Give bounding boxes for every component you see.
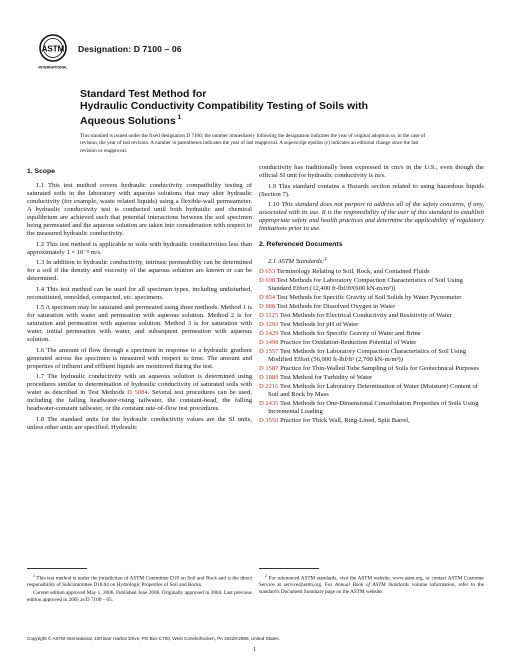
reference-item (259, 330, 484, 338)
reference-item (259, 312, 484, 320)
footnote-rule-right (259, 568, 319, 569)
refs-intro-mark: 2 (324, 256, 327, 261)
title-line-3 (80, 112, 440, 127)
footnote-2-b: volume information, refer to the standard's Document Summary page on the ASTM website. (259, 582, 484, 595)
reference-title: Terminology Relating to Soil, Rock, and Contained Fluids (275, 268, 430, 276)
title-line-2: Hydraulic Conductivity Compatibility Testing of Soils with (80, 100, 368, 112)
footnote-1b: Current edition approved May 1, 2006. Published June 2006. Originally approved in 2004. Last previous edition approved in 2005 as D 7100 – 05. (27, 590, 252, 604)
para-1-10-num: 1.10 (268, 201, 282, 208)
refs-heading: 2. Referenced Documents (259, 241, 343, 248)
reference-code-link[interactable]: D 2435 (259, 400, 279, 408)
reference-title: Test Methods for Laboratory Determination of Water (Moisture) Content of Soil and Rock by Mass (268, 383, 478, 399)
para-1-10 (259, 201, 484, 233)
reference-title: Test Method for Turbidity of Water (278, 374, 373, 382)
title-line-1: Standard Test Method for (80, 88, 207, 100)
para-1-8: 1.8 The standard units for the hydraulic conductivity values are the SI units, unless other units are specified. Hydraulic (27, 415, 252, 431)
footnote-2-italic: Annual Book of ASTM Standards (334, 582, 410, 589)
reference-item (259, 365, 484, 373)
reference-code-link[interactable]: D 698 (259, 277, 276, 285)
footnotes-left (27, 573, 252, 605)
svg-text:INTERNATIONAL: INTERNATIONAL (38, 65, 68, 70)
page-number: 1 (253, 646, 257, 653)
reference-title: Test Methods for Dissolved Oxygen in Water (275, 303, 396, 311)
reference-item (259, 383, 484, 399)
reference-title: Test Methods for Laboratory Compaction Characteristics of Soil Using Modified Effort (56,000 ft-lbf/ft³ (2,700 kN-m/m³)) (268, 348, 467, 364)
ref-link-d5084[interactable]: D 5084 (127, 389, 148, 396)
left-column (27, 168, 252, 434)
reference-title: Test Methods for Specific Gravity of Soil Solids by Water Pycnometer (275, 294, 462, 302)
footnote-rule-left (27, 568, 87, 569)
para-1-5: 1.5 A specimen may be saturated and permeated using three methods. Method 1 is for saturation with water and permeation with aqueous solution. Method 2 is for saturation and permeation with aqueous solution. Method 3 is for saturation with water, initial permeation with water, and subsequent permeation with aqueous solution. (27, 304, 252, 343)
reference-title: Practice for Oxidation-Reduction Potential of Water (278, 339, 417, 347)
astm-logo-icon (36, 33, 70, 71)
right-column (259, 164, 484, 426)
reference-item (259, 277, 484, 293)
refs-intro (259, 255, 484, 266)
reference-title: Test Methods for pH of Water (278, 321, 359, 329)
reference-title: Test Methods for Specific Gravity of Water and Brine (278, 330, 421, 338)
footnotes-right (259, 573, 484, 597)
reference-item (259, 348, 484, 364)
footnote-1 (27, 573, 252, 589)
reference-code-link[interactable]: D 1557 (259, 348, 279, 356)
footnote-2-a: For referenced ASTM standards, visit the ASTM website, www.astm.org, or contact ASTM Customer Service at service@astm.org. For (259, 575, 485, 589)
reference-title: Test Methods for One-Dimensional Consolidation Properties of Soils Using Incremental Loading (268, 400, 479, 416)
reference-title: Test Methods for Laboratory Compaction Characteristics of Soil Using Standard Effort (12,400 ft-lbf/ft³(600 kN-m/m³)) (268, 277, 463, 293)
para-1-7 (27, 373, 252, 413)
para-1-9: 1.9 This standard contains a Hazards section related to using hazardous liquids (Section 7). (259, 182, 484, 198)
footnote-1-text: This test method is under the jurisdiction of ASTM Committee D18 on Soil and Rock and is the direct responsibility of Subcommittee D18.04 on Hydrologic Properties of Soil and Rocks. (27, 575, 253, 589)
reference-item (259, 339, 484, 347)
para-1-4: 1.4 This test method can be used for all specimen types, including undisturbed, reconstituted, remolded, compacted, etc. specimens. (27, 285, 252, 301)
para-1-1: 1.1 This test method covers hydraulic conductivity compatibility testing of saturated soils in the laboratory with aqueous solutions that may alter hydraulic conductivity (for example, waste related liquids) using a flexible-wall permeameter. A hydraulic conductivity test is conducted until both hydraulic and chemical equilibrium are achieved such that potential interactions between the soil specimen being permeated and the aqueous solution are taken into consideration with respect to the measured hydraulic conductivity. (27, 182, 252, 237)
para-1-7-b: . Several test procedures can be used, including the falling headwater-rising tailwater, the constant-head, the falling headwater-constant tailwater, or the constant rate-of-flow test procedures. (27, 389, 252, 412)
reference-item (259, 417, 484, 425)
para-cont: conductivity has traditionally been expressed in cm/s in the U.S., even though the official SI unit for hydraulic conductivity is m/s. (259, 164, 484, 179)
para-1-7-a: 1.7 The hydraulic conductivity with an aqueous solution is determined using procedures similar to determination of hydraulic conductivity of saturated soils with water as described in Test Methods (27, 373, 252, 396)
reference-item (259, 294, 484, 302)
reference-code-link[interactable]: D 3550 (259, 417, 279, 425)
reference-code-link[interactable]: D 1889 (259, 374, 279, 382)
para-1-3: 1.3 In addition to hydraulic conductivity, intrinsic permeability can be determined for a soil if the density and viscosity of the aqueous solution are known or can be determined. (27, 259, 252, 282)
footnote-2 (259, 573, 484, 596)
reference-code-link[interactable]: D 1587 (259, 365, 279, 373)
reference-item (259, 268, 484, 276)
reference-code-link[interactable]: D 1125 (259, 312, 279, 320)
reference-code-link[interactable]: D 1429 (259, 330, 279, 338)
reference-code-link[interactable]: D 2216 (259, 383, 279, 391)
reference-item (259, 303, 484, 311)
scope-heading: 1. Scope (27, 168, 55, 175)
footnote-1-mark: 1 (33, 573, 35, 578)
reference-title: Test Methods for Electrical Conductivity and Resistivity of Water (278, 312, 452, 320)
svg-text:ASTM: ASTM (41, 44, 65, 54)
refs-intro-text: 2.1 ASTM Standards: (268, 258, 325, 266)
reference-code-link[interactable]: D 653 (259, 268, 276, 276)
standard-note: This standard is issued under the fixed designation D 7100; the number immediately following the designation indicates the year of original adoption or, in the case of revision, the year of last revision. A number in parentheses indicates the year of last reapproval. A superscript epsilon (ε) indicates an editorial change since the last revision or reapproval. (80, 133, 426, 154)
reference-list (259, 268, 484, 425)
reference-code-link[interactable]: D 888 (259, 303, 276, 311)
title-line-3-text: Aqueous Solutions (80, 115, 176, 127)
para-1-10-text: This standard does not purport to address all of the safety concerns, if any, associated with its use. It is the responsibility of the user of this standard to establish appropriate safety and health practices and determine the applicability of regulatory limitations prior to use. (259, 201, 485, 232)
reference-title: Practice for Thin-Walled Tube Sampling of Soils for Geotechnical Purposes (278, 365, 479, 373)
footnote-2-mark: 2 (265, 573, 267, 578)
reference-item (259, 321, 484, 329)
copyright: Copyright © ASTM International, 100 Barr Harbor Drive, PO Box C700, West Conshohocken, PA 19428-2959, United States. (27, 636, 280, 641)
reference-code-link[interactable]: D 1293 (259, 321, 279, 329)
reference-code-link[interactable]: D 1498 (259, 339, 279, 347)
para-1-6: 1.6 The amount of flow through a specimen in response to a hydraulic gradient generated across the specimen is measured with respect to time. The amount and properties of influent and effluent liquids are monitored during the test. (27, 346, 252, 370)
reference-item (259, 374, 484, 382)
reference-code-link[interactable]: D 854 (259, 294, 276, 302)
reference-title: Practice for Thick Wall, Ring-Lined, Split Barrel, (278, 417, 410, 425)
designation: Designation: D 7100 – 06 (78, 44, 182, 54)
title-block (80, 88, 440, 127)
reference-item (259, 400, 484, 416)
para-1-2: 1.2 This test method is applicable to soils with hydraulic conductivities less than approximately 1 × 10⁻⁸ m/s. (27, 240, 252, 256)
title-footnote-mark: 1 (177, 114, 182, 121)
